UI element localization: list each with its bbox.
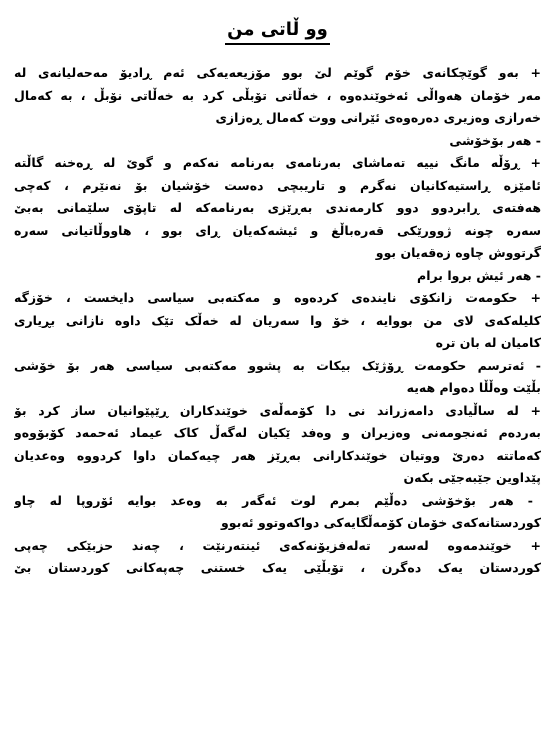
body-line: پێداوین جێبەجێی بکەن <box>403 470 541 485</box>
body-line: کامیان لە بان ترە <box>435 335 541 350</box>
body-line: کلیلەکەی لای من بووایە ، خۆ وا سەریان لە خەڵک تێک داوە نازانی بڕیاری <box>14 312 541 328</box>
body-line: + خوێندمەوە لەسەر تەلەفزیۆنەکەی ئینتەرنێت ، چەند حزبێکی چەپی <box>14 537 541 553</box>
body-line: مەر خۆمان هەواڵی ئەخوێندەوە ، خەڵاتی تۆبڵی کرد بە خەڵاتی نۆبڵ ، بە کەمال <box>14 87 541 103</box>
body-line: کوردستان یەک دەگرن ، تۆبڵێی یەک خستنی چەپەکانی کوردستان بێ <box>14 560 541 575</box>
body-line: کەماتتە دەرێ ووتیان خوێندکارانی بەڕێز هەر چیەکمان داوا کردووە وەعدیان <box>14 447 541 463</box>
page-title: وو ڵاتی من <box>225 18 330 45</box>
body-line: - هەر بۆخۆشی دەڵێم بمرم لوت ئەگەر بە وەعد بوایە ئۆروپا لە چاو <box>14 492 533 508</box>
body-line: + ڕۆڵە مانگ نییە تەماشای بەرنامەی بەرنامە نەکەم و گوێ لە ڕەخنە گاڵتە <box>14 155 541 170</box>
body-line: بڵێت وەڵڵا دەوام هەیە <box>406 380 541 395</box>
title-wrapper <box>0 18 555 45</box>
body-line: ئامێزە ڕاستیەکانیان نەگرم و تاریبچی دەست خۆشیان بۆ نەنێرم ، کەچی <box>14 177 541 193</box>
body-line: - هەر بۆخۆشی <box>449 132 541 148</box>
body-line: سەرە چونە ژوورێکی قەرەباڵغ و ئیشەکەیان ڕای بوو ، هاووڵاتیانی سەرە <box>14 222 541 238</box>
body-line: هەفتەی ڕابردوو دوو کارمەندی بەڕێزی بەرنامەکە لە تاپۆی سلێمانی بەبێ <box>14 200 541 215</box>
body-line: + لە ساڵیادی دامەزراند نی دا کۆمەڵەی خوێندکاران ڕێپێوانیان ساز کرد بۆ <box>14 402 541 418</box>
document-body <box>14 62 541 580</box>
body-line: - هەر ئیش بروا برام <box>417 267 541 283</box>
body-line: + حکومەت زانکۆی نایندەی کردەوە و مەکتەبی سیاسی دایخست ، خۆزگە <box>14 290 541 305</box>
body-line: + بەو گوێچکانەی خۆم گوێم لێ بوو مۆزیعەیەکی ئەم ڕادیۆ مەحەلیانەی لە <box>14 65 541 80</box>
body-line: - ئەترسم حکومەت ڕۆژێک بیکات بە پشوو مەکتەبی سیاسی هەر بۆ خۆشی <box>14 357 541 373</box>
body-line: گرتووش چاوە زەقەیان بوو <box>375 245 541 260</box>
body-line: بەردەم ئەنجومەنی وەزیران و وەفد ێکیان لەگەڵ کاک عیماد ئەحمەد کۆبۆوەو <box>14 425 541 440</box>
body-line: خەرازی وەزیری دەرەوەی ئێرانی ووت کەمال ڕەزازی <box>215 110 541 125</box>
body-line: کوردستانەکەی خۆمان کۆمەڵگایەکی دواکەوتوو ئەبوو <box>221 515 541 530</box>
